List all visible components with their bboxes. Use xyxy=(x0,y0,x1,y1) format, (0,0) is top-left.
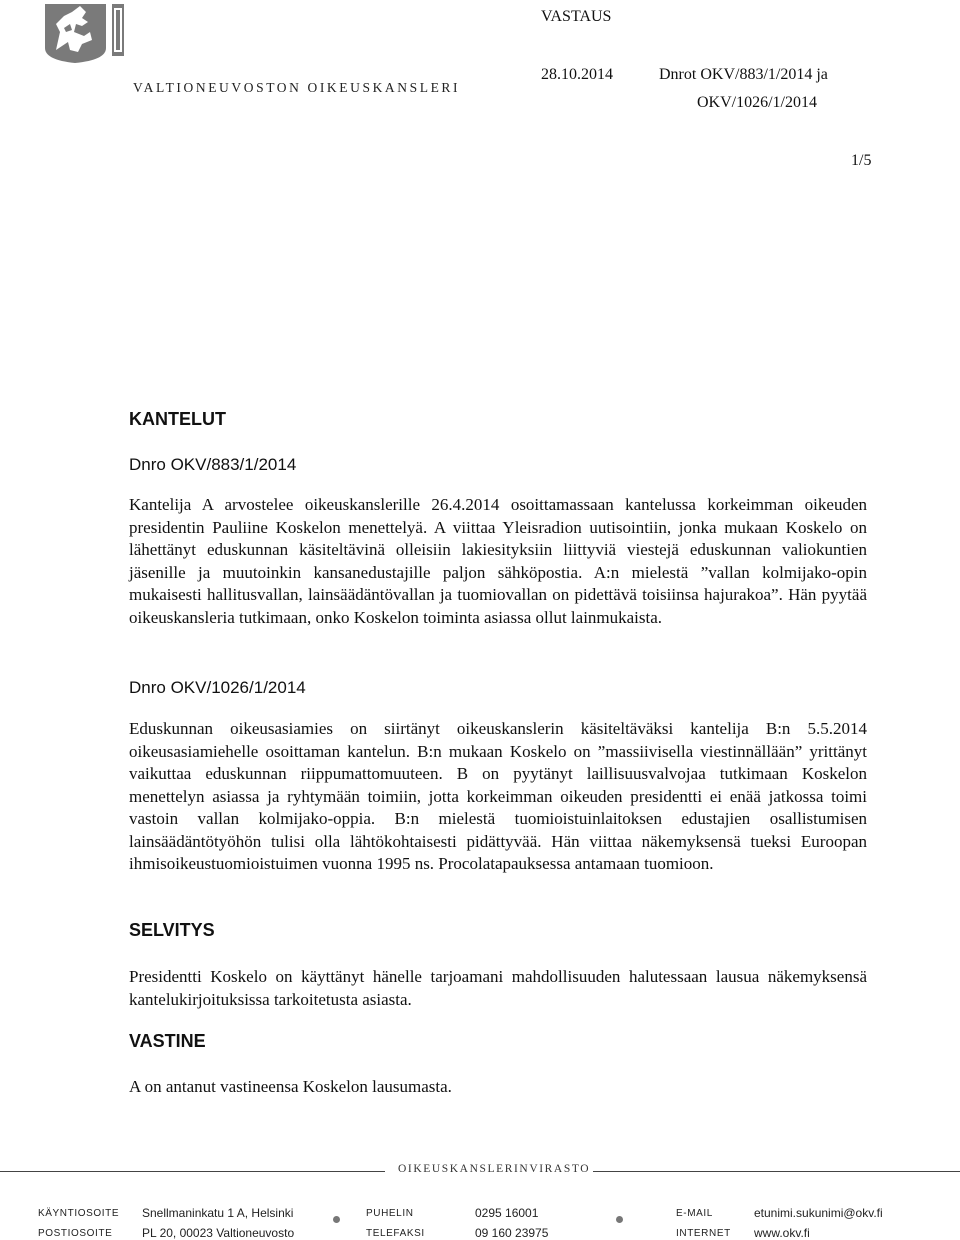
coat-of-arms-icon xyxy=(42,2,127,64)
fax-value: 09 160 23975 xyxy=(475,1226,549,1240)
document-date: 28.10.2014 xyxy=(541,66,613,83)
dnro-line-2: OKV/1026/1/2014 xyxy=(697,94,817,111)
paragraph-kantelu-a: Kantelija A arvostelee oikeuskanslerille 26.4.2014 osoittamassaan kantelussa korkeimman oikeuden presidentin Pauliine Koskelon menettelyä. A viittaa Yleisradion uutisointiin, jonka mukaan Koskelo on lähettänyt eduskunnan käsiteltävinä olleisiin lakiesityksiin liittyviä viestejä eduskunnan valiokuntien jäsenille ja muutoinkin kansanedustajille paljon sähköpostia. A:n mielestä ”vallan kolmijako-opin mukaisesti hallitusvallan, lainsäädäntövallan ja tuomiovallan on pidettävä toisiinsa hajurakoa”. Hän pyytää oikeuskansleria tutkimaan, onko Koskelon toiminta asiassa ollut lainmukaista. xyxy=(129,495,867,627)
heading-kantelut: KANTELUT xyxy=(129,409,226,429)
organization-name: VALTIONEUVOSTON OIKEUSKANSLERI xyxy=(133,80,461,95)
footer-organization: OIKEUSKANSLERINVIRASTO xyxy=(398,1163,591,1175)
paragraph-vastine: A on antanut vastineensa Koskelon lausumasta. xyxy=(129,1077,452,1096)
paragraph-selvitys: Presidentti Koskelo on käyttänyt hänelle tarjoamani mahdollisuuden halutessaan lausua näkemyksensä kantelukirjoituksissa tarkoitetusta asiasta. xyxy=(129,967,867,1009)
footer-divider-right xyxy=(593,1171,960,1172)
website-link[interactable]: www.okv.fi xyxy=(754,1226,810,1240)
phone-label: PUHELIN xyxy=(366,1208,414,1219)
visit-address-value: Snellmaninkatu 1 A, Helsinki xyxy=(142,1206,294,1220)
email-label: E-MAIL xyxy=(676,1208,713,1219)
fax-label: TELEFAKSI xyxy=(366,1228,425,1239)
subheading-dnro-2: Dnro OKV/1026/1/2014 xyxy=(129,678,306,697)
visit-address-label: KÄYNTIOSOITE xyxy=(38,1208,120,1219)
page-number: 1/5 xyxy=(851,152,872,169)
heading-selvitys: SELVITYS xyxy=(129,920,215,940)
internet-label: INTERNET xyxy=(676,1228,731,1239)
footer-divider-left xyxy=(0,1171,385,1172)
heading-vastine: VASTINE xyxy=(129,1031,206,1051)
subheading-dnro-1: Dnro OKV/883/1/2014 xyxy=(129,455,297,474)
dnro-line-1: Dnrot OKV/883/1/2014 ja xyxy=(659,66,828,83)
footer-bullet-icon xyxy=(333,1216,340,1223)
footer-bullet-icon xyxy=(616,1216,623,1223)
postal-address-label: POSTIOSOITE xyxy=(38,1228,113,1239)
paragraph-kantelu-b: Eduskunnan oikeusasiamies on siirtänyt oikeuskanslerin käsiteltäväksi kantelija B:n 5.5.2014 oikeusasiamiehelle osoittaman kantelun. B:n mukaan Koskelo on ”massiivisella viestinnällään” yrittänyt vaikuttaa eduskunnan riippumattomuuteen. B on pyytänyt laillisuusvalvojaa tutkimaan Koskelon menettelyn asiassa ja ryhtymään toimiin, jotta korkeimman oikeuden presidentti ei enää jatkossa toimi vastoin vallan kolmijako-oppia. B:n mielestä tuomioistuinlaitoksen edustajien osallistumisen lainsäädäntötyöhön tulisi olla lähtökohtaisesti pidättyvää. Hän viittaa näkemyksensä tueksi Euroopan ihmisoikeustuomioistuimen vuonna 1995 ns. Procolatapauksessa antamaan tuomioon. xyxy=(129,719,867,873)
phone-value: 0295 16001 xyxy=(475,1206,539,1220)
document-type: VASTAUS xyxy=(541,8,612,25)
email-value[interactable]: etunimi.sukunimi@okv.fi xyxy=(754,1206,883,1220)
postal-address-value: PL 20, 00023 Valtioneuvosto xyxy=(142,1226,295,1240)
